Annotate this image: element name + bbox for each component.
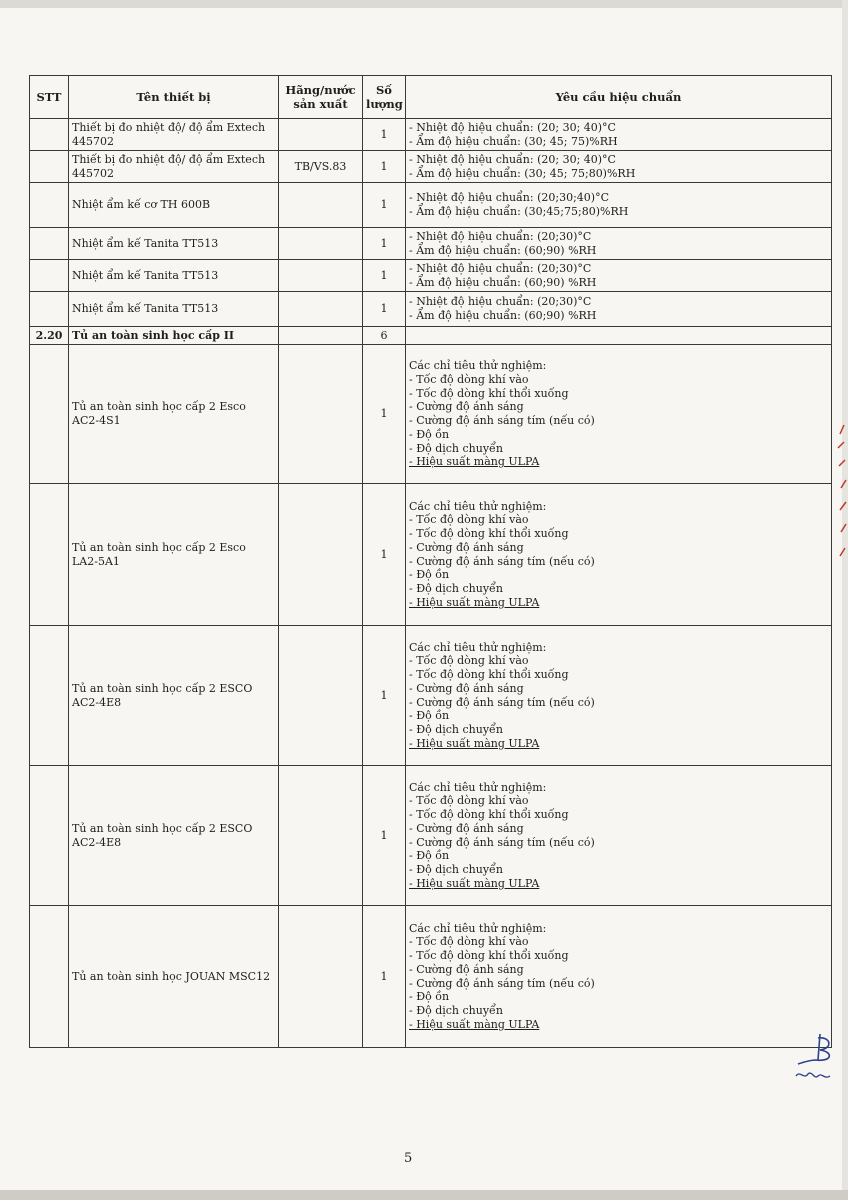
section-manufacturer <box>279 327 363 345</box>
requirement-line: Các chỉ tiêu thử nghiệm: <box>409 359 547 372</box>
requirement-line: - Hiệu suất màng ULPA <box>409 876 540 890</box>
scan-edge-right <box>842 0 848 1200</box>
requirement-line: - Ẩm độ hiệu chuẩn: (30; 45; 75)%RH <box>409 134 618 148</box>
requirement-line: - Tốc độ dòng khí thổi xuống <box>409 527 569 540</box>
stt-cell <box>30 260 69 292</box>
requirement-line: - Cường độ ánh sáng <box>409 821 524 835</box>
table-row <box>30 626 832 766</box>
requirements-cell <box>406 626 832 766</box>
device-name-cell: Tủ an toàn sinh học cấp 2 Esco LA2-5A1 <box>69 484 279 626</box>
device-name-cell: Nhiệt ẩm kế cơ TH 600B <box>69 183 279 228</box>
requirement-line: - Độ dịch chuyển <box>409 863 503 876</box>
device-name-cell: Nhiệt ẩm kế Tanita TT513 <box>69 292 279 327</box>
manufacturer-cell <box>279 228 363 260</box>
stt-cell <box>30 292 69 327</box>
requirement-line: - Hiệu suất màng ULPA <box>409 736 540 750</box>
requirements-cell <box>406 906 832 1048</box>
scan-edge-top <box>0 0 848 8</box>
quantity-cell: 1 <box>363 183 406 228</box>
requirement-line: - Tốc độ dòng khí vào <box>409 654 529 668</box>
requirement-line: - Cường độ ánh sáng <box>409 681 524 695</box>
requirements-cell <box>406 292 832 327</box>
stt-cell <box>30 228 69 260</box>
section-quantity: 6 <box>363 327 406 345</box>
requirement-line: - Nhiệt độ hiệu chuẩn: (20;30)°C <box>409 261 592 275</box>
requirement-line: - Độ dịch chuyển <box>409 1004 503 1017</box>
requirement-line: - Nhiệt độ hiệu chuẩn: (20; 30; 40)°C <box>409 120 616 134</box>
requirement-line: - Tốc độ dòng khí vào <box>409 794 529 808</box>
manufacturer-cell <box>279 626 363 766</box>
requirements-cell <box>406 260 832 292</box>
requirement-line: - Ẩm độ hiệu chuẩn: (60;90) %RH <box>409 309 597 322</box>
manufacturer-cell <box>279 484 363 626</box>
stt-cell <box>30 183 69 228</box>
stt-cell <box>30 906 69 1048</box>
manufacturer-cell <box>279 260 363 292</box>
quantity-cell: 1 <box>363 119 406 151</box>
requirement-line: - Độ ồn <box>409 709 450 723</box>
requirement-line: - Độ ồn <box>409 568 450 582</box>
requirement-line: Các chỉ tiêu thử nghiệm: <box>409 640 547 654</box>
requirement-line: - Ẩm độ hiệu chuẩn: (30;45;75;80)%RH <box>409 205 629 218</box>
requirement-line: - Tốc độ dòng khí thổi xuống <box>409 949 569 962</box>
requirement-line: - Nhiệt độ hiệu chuẩn: (20;30;40)°C <box>409 191 609 205</box>
quantity-cell: 1 <box>363 906 406 1048</box>
header-requirements: Yêu cầu hiệu chuẩn <box>406 76 832 119</box>
manufacturer-cell <box>279 119 363 151</box>
device-name-cell: Nhiệt ẩm kế Tanita TT513 <box>69 260 279 292</box>
requirement-line: - Độ dịch chuyển <box>409 723 503 736</box>
header-quantity: Số lượng <box>363 76 406 119</box>
requirements-cell <box>406 119 832 151</box>
manufacturer-cell <box>279 292 363 327</box>
page-number: 5 <box>404 1151 413 1166</box>
quantity-cell: 1 <box>363 345 406 484</box>
table-row <box>30 906 832 1048</box>
device-name-cell: Thiết bị đo nhiệt độ/ độ ẩm Extech 445702 <box>69 151 279 183</box>
stt-cell <box>30 151 69 183</box>
table-header-row <box>30 76 832 119</box>
requirement-line: - Ẩm độ hiệu chuẩn: (60;90) %RH <box>409 243 597 257</box>
requirement-line: - Cường độ ánh sáng tím (nếu có) <box>409 695 595 709</box>
device-name-cell: Tủ an toàn sinh học JOUAN MSC12 <box>69 906 279 1048</box>
requirements-cell <box>406 183 832 228</box>
header-name: Tên thiết bị <box>69 76 279 119</box>
requirement-line: - Nhiệt độ hiệu chuẩn: (20;30)°C <box>409 229 592 243</box>
requirement-line: - Ẩm độ hiệu chuẩn: (30; 45; 75;80)%RH <box>409 166 636 180</box>
stt-cell <box>30 345 69 484</box>
requirement-line: - Hiệu suất màng ULPA <box>409 595 540 609</box>
requirement-line: - Tốc độ dòng khí vào <box>409 372 529 386</box>
quantity-cell: 1 <box>363 260 406 292</box>
requirement-line: - Cường độ ánh sáng <box>409 400 524 414</box>
manufacturer-cell <box>279 345 363 484</box>
requirement-line: - Độ ồn <box>409 427 450 441</box>
requirement-line: - Nhiệt độ hiệu chuẩn: (20; 30; 40)°C <box>409 152 616 166</box>
requirement-line: - Độ ồn <box>409 849 450 863</box>
requirement-line: - Hiệu suất màng ULPA <box>409 455 540 469</box>
header-stt: STT <box>30 76 69 119</box>
table-row <box>30 151 832 183</box>
table-row <box>30 119 832 151</box>
requirement-line: - Hiệu suất màng ULPA <box>409 1017 540 1031</box>
requirement-line: - Cường độ ánh sáng tím (nếu có) <box>409 414 595 427</box>
manufacturer-cell <box>279 183 363 228</box>
device-name-cell: Tủ an toàn sinh học cấp 2 Esco AC2-4S1 <box>69 345 279 484</box>
requirement-line: - Tốc độ dòng khí thổi xuống <box>409 808 569 821</box>
requirement-line: - Nhiệt độ hiệu chuẩn: (20;30)°C <box>409 295 592 309</box>
scan-edge-bottom <box>0 1190 848 1200</box>
requirement-line: - Độ dịch chuyển <box>409 441 503 455</box>
section-requirements <box>406 327 832 345</box>
requirements-cell <box>406 228 832 260</box>
section-title: Tủ an toàn sinh học cấp II <box>69 327 279 345</box>
stt-cell <box>30 119 69 151</box>
quantity-cell: 1 <box>363 151 406 183</box>
table-row <box>30 766 832 906</box>
requirement-line: - Độ dịch chuyển <box>409 582 503 595</box>
requirement-line: Các chỉ tiêu thử nghiệm: <box>409 499 547 513</box>
device-name-cell: Tủ an toàn sinh học cấp 2 ESCO AC2-4E8 <box>69 766 279 906</box>
requirement-line: Các chỉ tiêu thử nghiệm: <box>409 921 547 935</box>
table-row <box>30 484 832 626</box>
quantity-cell: 1 <box>363 292 406 327</box>
requirement-line: - Ẩm độ hiệu chuẩn: (60;90) %RH <box>409 275 597 289</box>
initials-signature <box>790 1030 848 1085</box>
table-row <box>30 345 832 484</box>
requirements-cell <box>406 345 832 484</box>
requirement-line: - Tốc độ dòng khí vào <box>409 513 529 527</box>
section-row <box>30 327 832 345</box>
table-row <box>30 292 832 327</box>
requirement-line: - Tốc độ dòng khí thổi xuống <box>409 386 569 400</box>
device-name-cell: Nhiệt ẩm kế Tanita TT513 <box>69 228 279 260</box>
quantity-cell: 1 <box>363 228 406 260</box>
requirements-cell <box>406 484 832 626</box>
table-body <box>30 119 832 1048</box>
quantity-cell: 1 <box>363 484 406 626</box>
calibration-table <box>29 75 832 1048</box>
requirement-line: - Tốc độ dòng khí thổi xuống <box>409 668 569 681</box>
requirement-line: Các chỉ tiêu thử nghiệm: <box>409 780 547 794</box>
manufacturer-cell: TB/VS.83 <box>279 151 363 183</box>
stt-cell <box>30 626 69 766</box>
stt-cell <box>30 484 69 626</box>
quantity-cell: 1 <box>363 766 406 906</box>
requirement-line: - Cường độ ánh sáng tím (nếu có) <box>409 835 595 849</box>
requirement-line: - Cường độ ánh sáng <box>409 962 524 976</box>
requirements-cell <box>406 151 832 183</box>
device-name-cell: Thiết bị đo nhiệt độ/ độ ẩm Extech 445702 <box>69 119 279 151</box>
edge-stamp-mark <box>834 420 848 570</box>
manufacturer-cell <box>279 766 363 906</box>
requirement-line: - Tốc độ dòng khí vào <box>409 935 529 949</box>
requirement-line: - Độ ồn <box>409 990 450 1004</box>
section-stt: 2.20 <box>30 327 69 345</box>
requirement-line: - Cường độ ánh sáng tím (nếu có) <box>409 554 595 568</box>
requirement-line: - Cường độ ánh sáng tím (nếu có) <box>409 976 595 990</box>
requirement-line: - Cường độ ánh sáng <box>409 540 524 554</box>
manufacturer-cell <box>279 906 363 1048</box>
device-name-cell: Tủ an toàn sinh học cấp 2 ESCO AC2-4E8 <box>69 626 279 766</box>
header-manufacturer: Hãng/nước sản xuất <box>279 76 363 119</box>
table-row <box>30 183 832 228</box>
table-row <box>30 260 832 292</box>
table-row <box>30 228 832 260</box>
quantity-cell: 1 <box>363 626 406 766</box>
requirements-cell <box>406 766 832 906</box>
stt-cell <box>30 766 69 906</box>
